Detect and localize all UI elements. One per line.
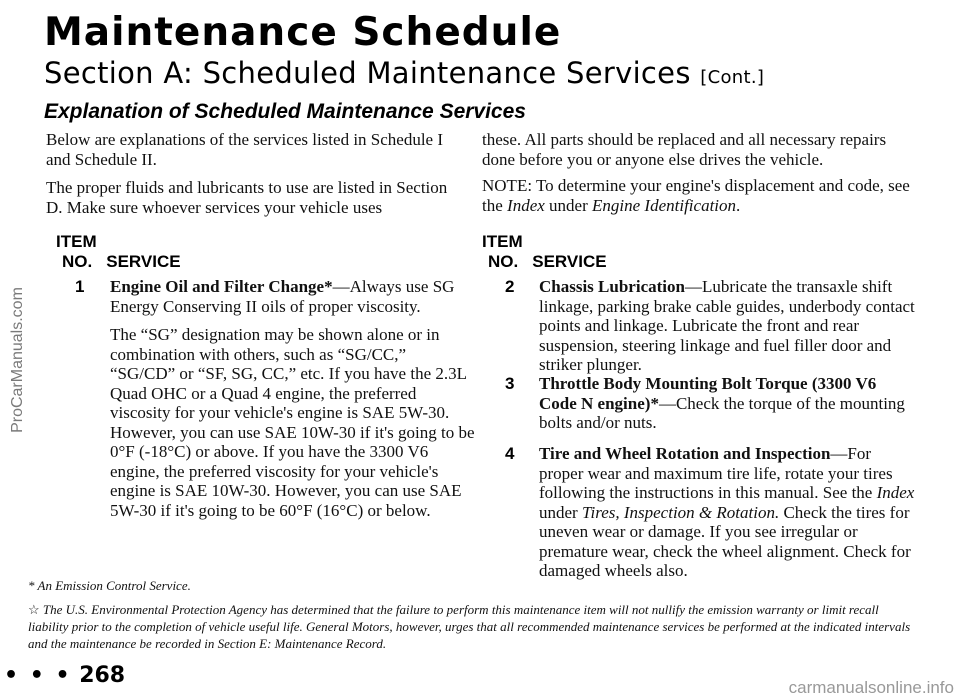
header-no: NO.: [488, 252, 519, 271]
header-item: ITEM: [482, 232, 523, 251]
item-text: —For proper wear and maximum tire life, rotate your tires following the instructions in this manual. See the: [539, 444, 893, 502]
item-number: 2: [505, 277, 515, 296]
note-paragraph: [482, 176, 922, 216]
intro-paragraph: these. All parts should be replaced and all necessary repairs done before you or anyone else drives the vehicle.: [482, 130, 887, 169]
note-under: under: [549, 196, 588, 215]
page-title: Maintenance Schedule: [44, 10, 562, 55]
item-title: Engine Oil and Filter Change*: [110, 277, 333, 296]
note-text: NOTE: To determine your engine's displacement and code, see the: [482, 176, 910, 215]
footnote-emission: * An Emission Control Service.: [28, 578, 191, 593]
section-title: [44, 56, 764, 90]
item-description: [110, 277, 475, 316]
index-reference: Index: [507, 196, 545, 215]
header-item: ITEM: [56, 232, 97, 251]
section-title-text: Section A: Scheduled Maintenance Services: [44, 56, 691, 90]
header-no: NO.: [62, 252, 93, 271]
subheading: Explanation of Scheduled Maintenance Services: [44, 100, 526, 123]
item-text: —Always use SG Energy Conserving II oils of proper viscosity.: [110, 277, 455, 316]
item-text-continued: Check the tires for uneven wear or damage. If you see irregular or premature wear, check the wheel alignment. Check for damaged wheels also.: [539, 502, 911, 580]
side-watermark: [6, 120, 30, 600]
side-watermark-text: ProCarManuals.com: [9, 287, 26, 433]
service-item: [539, 444, 917, 590]
table-header-left: [56, 232, 181, 272]
item-detail: The “SG” designation may be shown alone or in combination with others, such as “SG/CC,” “SG/CD” or “SF, SG, CC,” etc. If you have the 2.3L Quad OHC or a Quad 4 engine, the preferred viscosity for your vehicle's engine is SAE 5W-30. However, you can use SAE 10W-30 if it's going to be 0°F (-18°C) or above. If you have the 3300 V6 engine, the preferred viscosity for your vehicle's engine is SAE 10W-30. However, you can use SAE 5W-30 if it's going to be 60°F (16°C) or below.: [110, 325, 475, 520]
item-description: [539, 444, 917, 581]
footnote-epa-text: The U.S. Environmental Protection Agency has determined that the failure to perform this maintenance item will not nullify the emission warranty or limit recall liability prior to the completion of vehicle useful life. General Motors, however, urges that all recommended maintenance services be performed at the indicated intervals and the maintenance be recorded in Section E: Maintenance Record.: [28, 602, 911, 651]
item-number: 4: [505, 444, 515, 463]
tires-reference: Tires, Inspection & Rotation.: [581, 502, 780, 522]
item-text: —Lubricate the transaxle shift linkage, parking brake cable guides, underbody contact points and linkage. Lubricate the front and rear suspension, steering linkage and fuel filler door and striker plunger.: [539, 277, 915, 374]
service-item: [539, 277, 917, 384]
item-description: [539, 277, 917, 375]
header-service: SERVICE: [532, 252, 607, 271]
service-item: [110, 277, 475, 529]
table-header-right: [482, 232, 607, 272]
header-service: SERVICE: [106, 252, 181, 271]
intro-paragraph: The proper fluids and lubricants to use are listed in Section D. Make sure whoever services your vehicle uses: [46, 178, 448, 217]
item-number: 1: [75, 277, 85, 296]
intro-paragraph: Below are explanations of the services listed in Schedule I and Schedule II.: [46, 130, 444, 169]
star-icon: ☆: [28, 602, 40, 617]
item-title: Tire and Wheel Rotation and Inspection: [539, 444, 831, 463]
intro-right-column: [482, 130, 922, 222]
item-description: [539, 374, 917, 433]
bottom-watermark: carmanualsonline.info: [788, 678, 954, 697]
page-number: 268: [79, 663, 126, 688]
page-number-block: [4, 663, 125, 688]
service-item: [539, 374, 917, 442]
item-under: under: [539, 502, 578, 522]
item-title: Chassis Lubrication: [539, 277, 685, 296]
footnote-epa: [28, 601, 918, 652]
index-reference: Index: [876, 483, 915, 502]
item-text: —Check the torque of the mounting bolts and/or nuts.: [539, 393, 905, 432]
note-end: .: [736, 196, 741, 215]
item-number: 3: [505, 374, 515, 393]
page-dots: • • •: [4, 663, 72, 688]
engine-id-reference: Engine Identification: [592, 196, 737, 215]
section-cont-label: [Cont.]: [700, 67, 765, 88]
intro-left-column: [46, 130, 466, 226]
item-title: Throttle Body Mounting Bolt Torque (3300 V6 Code N engine)*: [539, 374, 877, 413]
